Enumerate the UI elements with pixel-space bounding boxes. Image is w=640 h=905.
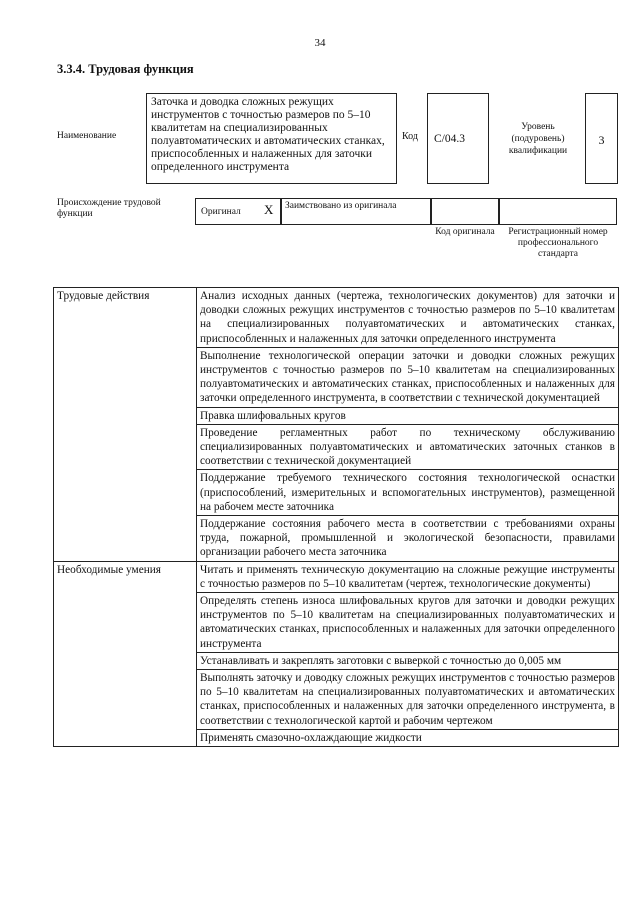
original-cell xyxy=(195,198,281,225)
code-original-label: Код оригинала xyxy=(435,227,495,237)
table-cell: Применять смазочно-охлаждающие жидкости xyxy=(197,729,619,746)
table-cell: Проведение регламентных работ по техническому обслуживанию специализированных полуавтоматических и автоматических заточных станков в соответствии с технической документацией xyxy=(197,424,619,470)
table-cell: Выполнять заточку и доводку сложных режущих инструментов с точностью размеров по 5–10 квалитетам на специализированных полуавтоматических и автоматических станках, приспособленных и налаженных для заточки определенного инструмента, в соответствии с технологической картой и рабочим чертежом xyxy=(197,670,619,730)
section-heading: Необходимые умения xyxy=(54,561,197,746)
function-table xyxy=(53,287,619,747)
original-label: Оригинал xyxy=(201,207,241,217)
code-value: C/04.3 xyxy=(434,133,465,145)
table-cell: Определять степень износа шлифовальных кругов для заточки и доводки режущих инструментов по 5–10 квалитетам на специализированных полуавтоматических и автоматических станках, приспособленных и налаженных для заточки определенного инструмента xyxy=(197,593,619,653)
page-number: 34 xyxy=(314,37,326,49)
function-name-value: Заточка и доводка сложных режущих инструментов с точностью размеров по 5–10 квалитетам на специализированных полуавтоматических и автоматических станках, приспособленных и налаженных для заточки определенного инструмента xyxy=(151,96,385,173)
table-row xyxy=(54,561,619,592)
section-title: 3.3.4. Трудовая функция xyxy=(57,62,194,76)
original-mark: X xyxy=(264,202,274,217)
borrowed-cell xyxy=(281,198,431,225)
reg-number-cell xyxy=(499,198,617,225)
table-cell: Выполнение технологической операции заточки и доводки сложных режущих инструментов с точностью размеров по 5–10 квалитетам на специализированных полуавтоматических и автоматических станках, приспособленных и налаженных для заточки определенного инструмента, в соответствии с технической документацией xyxy=(197,347,619,407)
code-label: Код xyxy=(402,131,418,142)
origin-label: Происхождение трудовой функции xyxy=(57,198,161,219)
borrowed-label: Заимствовано из оригинала xyxy=(285,201,397,211)
function-name-box xyxy=(146,93,397,184)
table-cell: Поддержание состояния рабочего места в соответствии с требованиями охраны труда, пожарной, промышленной и экологической безопасности, правилами организации рабочего места заточника xyxy=(197,516,619,562)
table-cell: Устанавливать и закреплять заготовки с выверкой с точностью до 0,005 мм xyxy=(197,652,619,669)
table-cell: Читать и применять техническую документацию на сложные режущие инструменты с точностью размеров по 5–10 квалитетам (чертеж, технологические документы) xyxy=(197,561,619,592)
level-label: Уровень (подуровень) квалификации xyxy=(508,122,568,156)
name-label: Наименование xyxy=(57,131,117,141)
level-value: 3 xyxy=(598,133,605,147)
table-cell: Анализ исходных данных (чертежа, технологических документов) для заточки и доводки сложных режущих инструментов с точностью размеров по 5–10 квалитетам на специализированных полуавтоматических и автоматических станках, приспособленных и налаженных для заточки определенного инструмента xyxy=(197,288,619,348)
table-row xyxy=(54,288,619,348)
reg-number-label: Регистрационный номер профессионального стандарта xyxy=(508,227,608,259)
code-original-cell xyxy=(431,198,499,225)
table-cell: Правка шлифовальных кругов xyxy=(197,407,619,424)
origin-row xyxy=(195,198,617,225)
table-cell: Поддержание требуемого технического состояния технологической оснастки (приспособлений, измерительных и вспомогательных инструментов), размещенной на рабочем месте заточника xyxy=(197,470,619,516)
section-heading: Трудовые действия xyxy=(54,288,197,562)
